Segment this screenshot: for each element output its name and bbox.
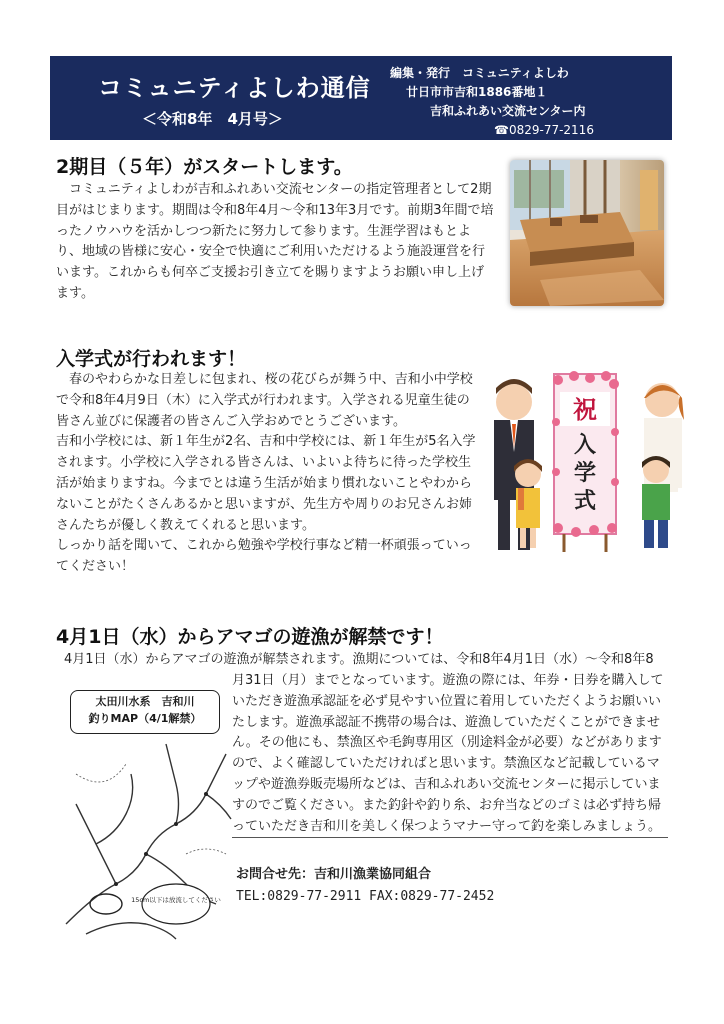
entrance-ceremony-illustration	[484, 362, 694, 572]
section3-heading: 4月1日（水）からアマゴの遊漁が解禁です！	[56, 626, 444, 648]
map-title-line-1: 太田川水系 吉和川	[95, 695, 195, 708]
section2-body	[56, 370, 476, 578]
contact-block	[236, 864, 494, 908]
family-illustration-icon	[484, 362, 694, 572]
map-title-box	[70, 690, 220, 734]
publisher-address: 廿日市市吉和1886番地１	[406, 85, 548, 99]
svg-text:式: 式	[573, 489, 597, 514]
map-title-line-2: 釣りMAP（4/1解禁）	[88, 712, 202, 725]
sign-celebrate-char: 祝	[573, 396, 597, 424]
community-center-photo	[510, 160, 664, 306]
fishing-map	[56, 682, 236, 944]
section3-lead-line: 4月1日（水）からアマゴの遊漁が解禁されます。漁期については、令和8年4月1日（水）～令和8年8	[64, 652, 654, 667]
publisher-block	[390, 64, 594, 140]
issue-label: ＜令和8年 4月号＞	[142, 110, 283, 128]
publisher-phone: ☎0829-77-2116	[494, 123, 594, 137]
newsletter-title: コミュニティよしわ通信	[98, 74, 371, 102]
svg-text:学: 学	[573, 461, 597, 486]
section1-heading: 2期目（５年）がスタートします。	[56, 156, 353, 178]
section3-paragraph: 月31日（月）までとなっています。遊漁の際には、年券・日券を購入していただき遊漁承認証を必ず見やすい位置に着用していただくようお願いいたします。遊漁承認証不携帯の場合は、遊漁していただくことができません。その他にも、禁漁区や毛鉤専用区（別途料金が必要）などがありますので、よく確認していただければと思います。禁漁区など記載しているマップや遊漁券販売場所などは、吉和ふれあい交流センターに掲示していますのでご覧ください。また釣針や釣り糸、お弁当などのゴミは必ず持ち帰っていただき吉和川を美しく保つようマナー守って釣を楽しみましょう。	[232, 671, 668, 838]
river-map-icon	[56, 734, 236, 944]
contact-label: お問合せ先：吉和川漁業協同組合	[236, 867, 432, 882]
publisher-line-1: 編集・発行 コミュニティよしわ	[390, 66, 569, 80]
header-banner	[50, 56, 672, 140]
svg-text:入: 入	[573, 433, 597, 458]
contact-phone-fax: TEL:0829-77-2911 FAX:0829-77-2452	[236, 889, 495, 904]
section2-paragraph-3: しっかり話を聞いて、これから勉強や学校行事など精一杯頑張っていってください！	[56, 538, 472, 575]
section2-heading: 入学式が行われます！	[56, 348, 247, 370]
publisher-location: 吉和ふれあい交流センター内	[430, 104, 586, 118]
community-center-lobby-icon	[510, 160, 664, 306]
section2-paragraph-1: 春のやわらかな日差しに包まれ、桜の花びらが舞う中、吉和小中学校で令和8年4月9日（木）に入学式が行われます。入学される児童生徒の皆さん並びに保護者の皆さんご入学おめでとうございます。	[56, 372, 473, 429]
map-release-note: 15cm以下は放流してください	[131, 896, 221, 904]
section1-paragraph: コミュニティよしわが吉和ふれあい交流センターの指定管理者として2期目がはじまります。期間は令和8年4月～令和13年3月です。前期3年間で培ったノウハウを活かしつつ新たに努力して参ります。生涯学習はもとより、地域の皆様に安心・安全で快適にご利用いただけるよう施設運営を行います。これからも何卒ご支援お引き立てを賜りますようお願い申し上げます。	[56, 182, 494, 301]
section2-paragraph-2: 吉和小学校には、新１年生が2名、吉和中学校には、新１年生が5名入学されます。小学校に入学される皆さんは、いよいよ待ちに待った学校生活が始まりますね。今までとは違う生活が始まり慣れないことやわからないことがたくさんあるかと思いますが、先生方や周りのお兄さんお姉さんたちが優しく教えてくれると思います。	[56, 434, 476, 533]
